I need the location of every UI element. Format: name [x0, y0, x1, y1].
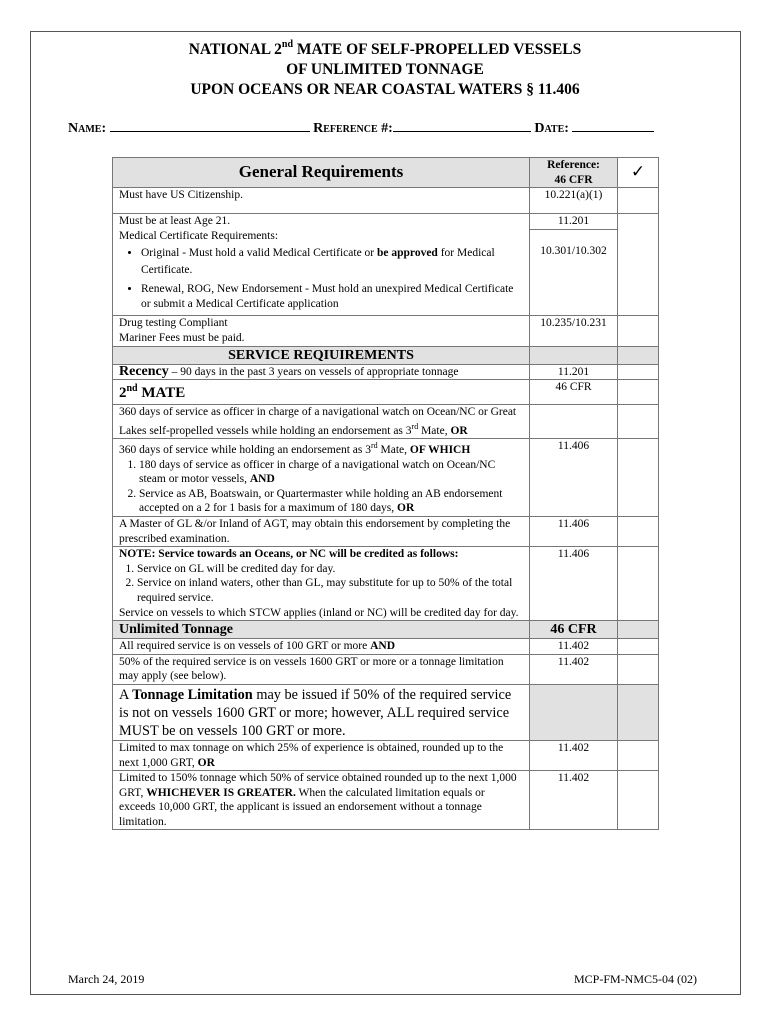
table-row: [113, 516, 659, 546]
unlimited-cond2-text: 50% of the required service is on vessels 1600 GRT or more or a tonnage limitation may apply (see below).: [113, 654, 530, 684]
general-requirements-heading: General Requirements: [113, 158, 530, 188]
note-stcw-text: Service on vessels to which STCW applies (inland or NC) will be credited day for day.: [119, 606, 519, 619]
medical-original-text: Original - Must hold a valid Medical Certificate or: [141, 247, 378, 260]
limit1-cell: [113, 740, 530, 770]
limit1-text: Limited to max tonnage on which 25% of experience is obtained, rounded up to the next 1,000 GRT,: [119, 741, 504, 769]
requirements-table: [112, 157, 659, 830]
limit2-bold: WHICHEVER IS GREATER.: [146, 786, 296, 799]
age-text: Must be at least Age 21.: [119, 215, 231, 228]
tonnage-limitation-cell: [113, 684, 530, 740]
service-option1-cell: [113, 405, 530, 439]
table-row: [113, 405, 659, 439]
empty-cell: [618, 621, 659, 639]
table-row: [113, 364, 659, 380]
tonnage-limitation-text-end: may be issued if 50% of the required service is not on vessels 1600 GRT or more; however, ALL required service MUST be on vessels 100 GRT or more.: [119, 686, 512, 739]
footer-date: March 24, 2019: [68, 972, 145, 986]
name-label: Name:: [68, 121, 107, 136]
medical-ref: 10.301/10.302: [530, 229, 617, 259]
table-row: [113, 316, 659, 346]
service-option1-text: 360 days of service as officer in charge of a navigational watch on Ocean/NC or Great Lakes self-propelled vessels while holding an endorsement as 3: [119, 406, 517, 437]
empty-cell: [530, 346, 618, 364]
limit2-ref: 11.402: [530, 771, 618, 830]
master-check[interactable]: [618, 516, 659, 546]
age-medical-check[interactable]: [618, 214, 659, 316]
reference-label: Reference #:: [313, 121, 393, 136]
table-row: [113, 547, 659, 621]
unlimited-tonnage-heading: Unlimited Tonnage: [113, 621, 530, 639]
service-option2-list: [119, 458, 523, 516]
unlimited-ref-heading: 46 CFR: [530, 621, 618, 639]
age-medical-cell: [113, 214, 530, 316]
recency-label: Recency: [119, 363, 169, 379]
citizenship-check[interactable]: [618, 188, 659, 214]
general-header-row: [113, 158, 659, 188]
tonnage-limitation-text: A: [119, 686, 133, 703]
recency-ref: 11.201: [530, 364, 618, 380]
list-item: • Renewal, ROG, New Endorsement - Must hold an unexpired Medical Certificate or submit a Medical Certificate application: [141, 282, 523, 312]
drug-fees-cell: [113, 316, 530, 346]
footer-form-id: MCP-FM-NMC5-04 (02): [574, 972, 698, 986]
unlimited-cond1-cell: [113, 639, 530, 655]
master-ref: 11.406: [530, 516, 618, 546]
recency-check[interactable]: [618, 364, 659, 380]
unlimited-cond1-check[interactable]: [618, 639, 659, 655]
service-option1-check[interactable]: [618, 405, 659, 439]
table-row: [113, 188, 659, 214]
note-heading: NOTE: Service towards an Oceans, or NC will be credited as follows:: [119, 548, 459, 561]
title-line1-prefix: NATIONAL 2: [188, 41, 282, 58]
title-line2: OF UNLIMITED TONNAGE: [286, 61, 484, 78]
date-label: Date:: [534, 121, 569, 136]
reference-heading: [530, 158, 618, 188]
service-requirements-heading: SERVICE REQIUIREMENTS: [113, 346, 530, 364]
age-medical-ref-cell: [530, 214, 618, 316]
mate-label: 2: [119, 385, 127, 402]
empty-cell: [530, 405, 618, 439]
medical-original-text-end: for Medical Certificate.: [141, 247, 495, 277]
list-item: 2. Service on inland waters, other than GL, may substitute for up to 50% of the total required service.: [137, 576, 523, 605]
empty-cell: [530, 684, 618, 740]
limit2-cell: [113, 771, 530, 830]
note-check[interactable]: [618, 547, 659, 621]
service-option2-cell: [113, 439, 530, 517]
medical-text: Medical Certificate Requirements:: [119, 229, 279, 242]
table-row: [113, 439, 659, 517]
list-item: [139, 487, 523, 516]
check-column-heading: ✓: [618, 158, 659, 188]
table-row: [113, 214, 659, 316]
note-cell: [113, 547, 530, 621]
citizenship-text: Must have US Citizenship.: [113, 188, 530, 214]
service-option2-text-end: Mate,: [377, 444, 410, 456]
service-option2-sup: rd: [370, 441, 378, 451]
limit2-text: Limited to 150% tonnage which 50% of service obtained rounded up to the next 1,000 GRT,: [119, 772, 517, 799]
reference-field[interactable]: [393, 118, 531, 132]
table-row: [113, 380, 659, 405]
service-option2-bold: OF WHICH: [409, 444, 471, 456]
title-line1-suffix: MATE OF SELF-PROPELLED VESSELS: [293, 41, 582, 58]
list-item: [141, 245, 523, 279]
service-header-row: [113, 346, 659, 364]
unlimited-cond1-and: AND: [370, 640, 396, 653]
reference-heading-line2: 46 CFR: [554, 173, 593, 186]
reference-heading-line1: Reference:: [547, 159, 600, 171]
limit1-check[interactable]: [618, 740, 659, 770]
name-field[interactable]: [110, 118, 310, 132]
table-row: [113, 740, 659, 770]
unlimited-cond1-ref: 11.402: [530, 639, 618, 655]
limit2-check[interactable]: [618, 771, 659, 830]
unlimited-cond2-ref: 11.402: [530, 654, 618, 684]
limit2-text-end: When the calculated limitation equals or exceeds 10,000 GRT, the applicant is issued an endorsement without a tonnage limitation.: [119, 786, 485, 828]
medical-original-bold: be approved: [377, 247, 438, 260]
service-option2-item1: 180 days of service as officer in charge of a navigational watch on Ocean/NC steam or motor vessels,: [139, 458, 496, 486]
empty-cell: [618, 684, 659, 740]
limit1-ref: 11.402: [530, 740, 618, 770]
date-field[interactable]: [572, 118, 654, 132]
service-option2-check[interactable]: [618, 439, 659, 517]
document-title: [0, 40, 770, 100]
unlimited-header-row: [113, 621, 659, 639]
mate-ref: 46 CFR: [530, 380, 618, 405]
table-row: [113, 771, 659, 830]
service-option2-item2: Service as AB, Boatswain, or Quartermaster while holding an AB endorsement accepted on a 2 for 1 basis for a maximum of 180 days,: [139, 487, 503, 515]
master-text: A Master of GL &/or Inland of AGT, may obtain this endorsement by completing the prescribed examination.: [113, 516, 530, 546]
drug-check[interactable]: [618, 316, 659, 346]
age-ref: 11.201: [557, 215, 590, 228]
tonnage-limitation-bold: Tonnage Limitation: [132, 686, 253, 703]
limit1-or: OR: [197, 756, 215, 769]
service-option2-item2-or: OR: [397, 502, 415, 515]
table-row: [113, 654, 659, 684]
mate-check[interactable]: [618, 380, 659, 405]
mate-sup: nd: [126, 383, 138, 395]
service-option1-or: OR: [450, 424, 468, 437]
mate-suffix: MATE: [137, 385, 186, 402]
drug-text: Drug testing Compliant: [119, 317, 228, 330]
mate-heading-cell: [113, 380, 530, 405]
note-ref: 11.406: [530, 547, 618, 621]
citizenship-ref: 10.221(a)(1): [530, 188, 618, 214]
recency-text: – 90 days in the past 3 years on vessels of appropriate tonnage: [168, 365, 459, 378]
service-option2-item1-and: AND: [249, 473, 275, 486]
service-option2-ref: 11.406: [530, 439, 618, 517]
unlimited-cond1-text: All required service is on vessels of 100 GRT or more: [119, 640, 371, 653]
title-line3: UPON OCEANS OR NEAR COASTAL WATERS § 11.406: [190, 81, 580, 98]
title-line1-sup: nd: [281, 39, 294, 50]
service-option1-text-end: Mate,: [418, 424, 451, 437]
mate-heading: [119, 385, 185, 401]
service-option1-sup: rd: [411, 421, 419, 431]
service-option2-text: 360 days of service while holding an endorsement as 3: [119, 444, 371, 456]
empty-cell: [618, 346, 659, 364]
tonnage-limitation-row: [113, 684, 659, 740]
drug-ref: 10.235/10.231: [530, 316, 618, 346]
applicant-fields: [68, 118, 654, 137]
list-item: [139, 458, 523, 487]
recency-cell: [113, 364, 530, 380]
note-list: [119, 562, 523, 606]
table-row: [113, 639, 659, 655]
fees-text: Mariner Fees must be paid.: [119, 331, 245, 344]
list-item: 1. Service on GL will be credited day for day.: [137, 562, 523, 577]
medical-list: [119, 245, 523, 312]
unlimited-cond2-check[interactable]: [618, 654, 659, 684]
